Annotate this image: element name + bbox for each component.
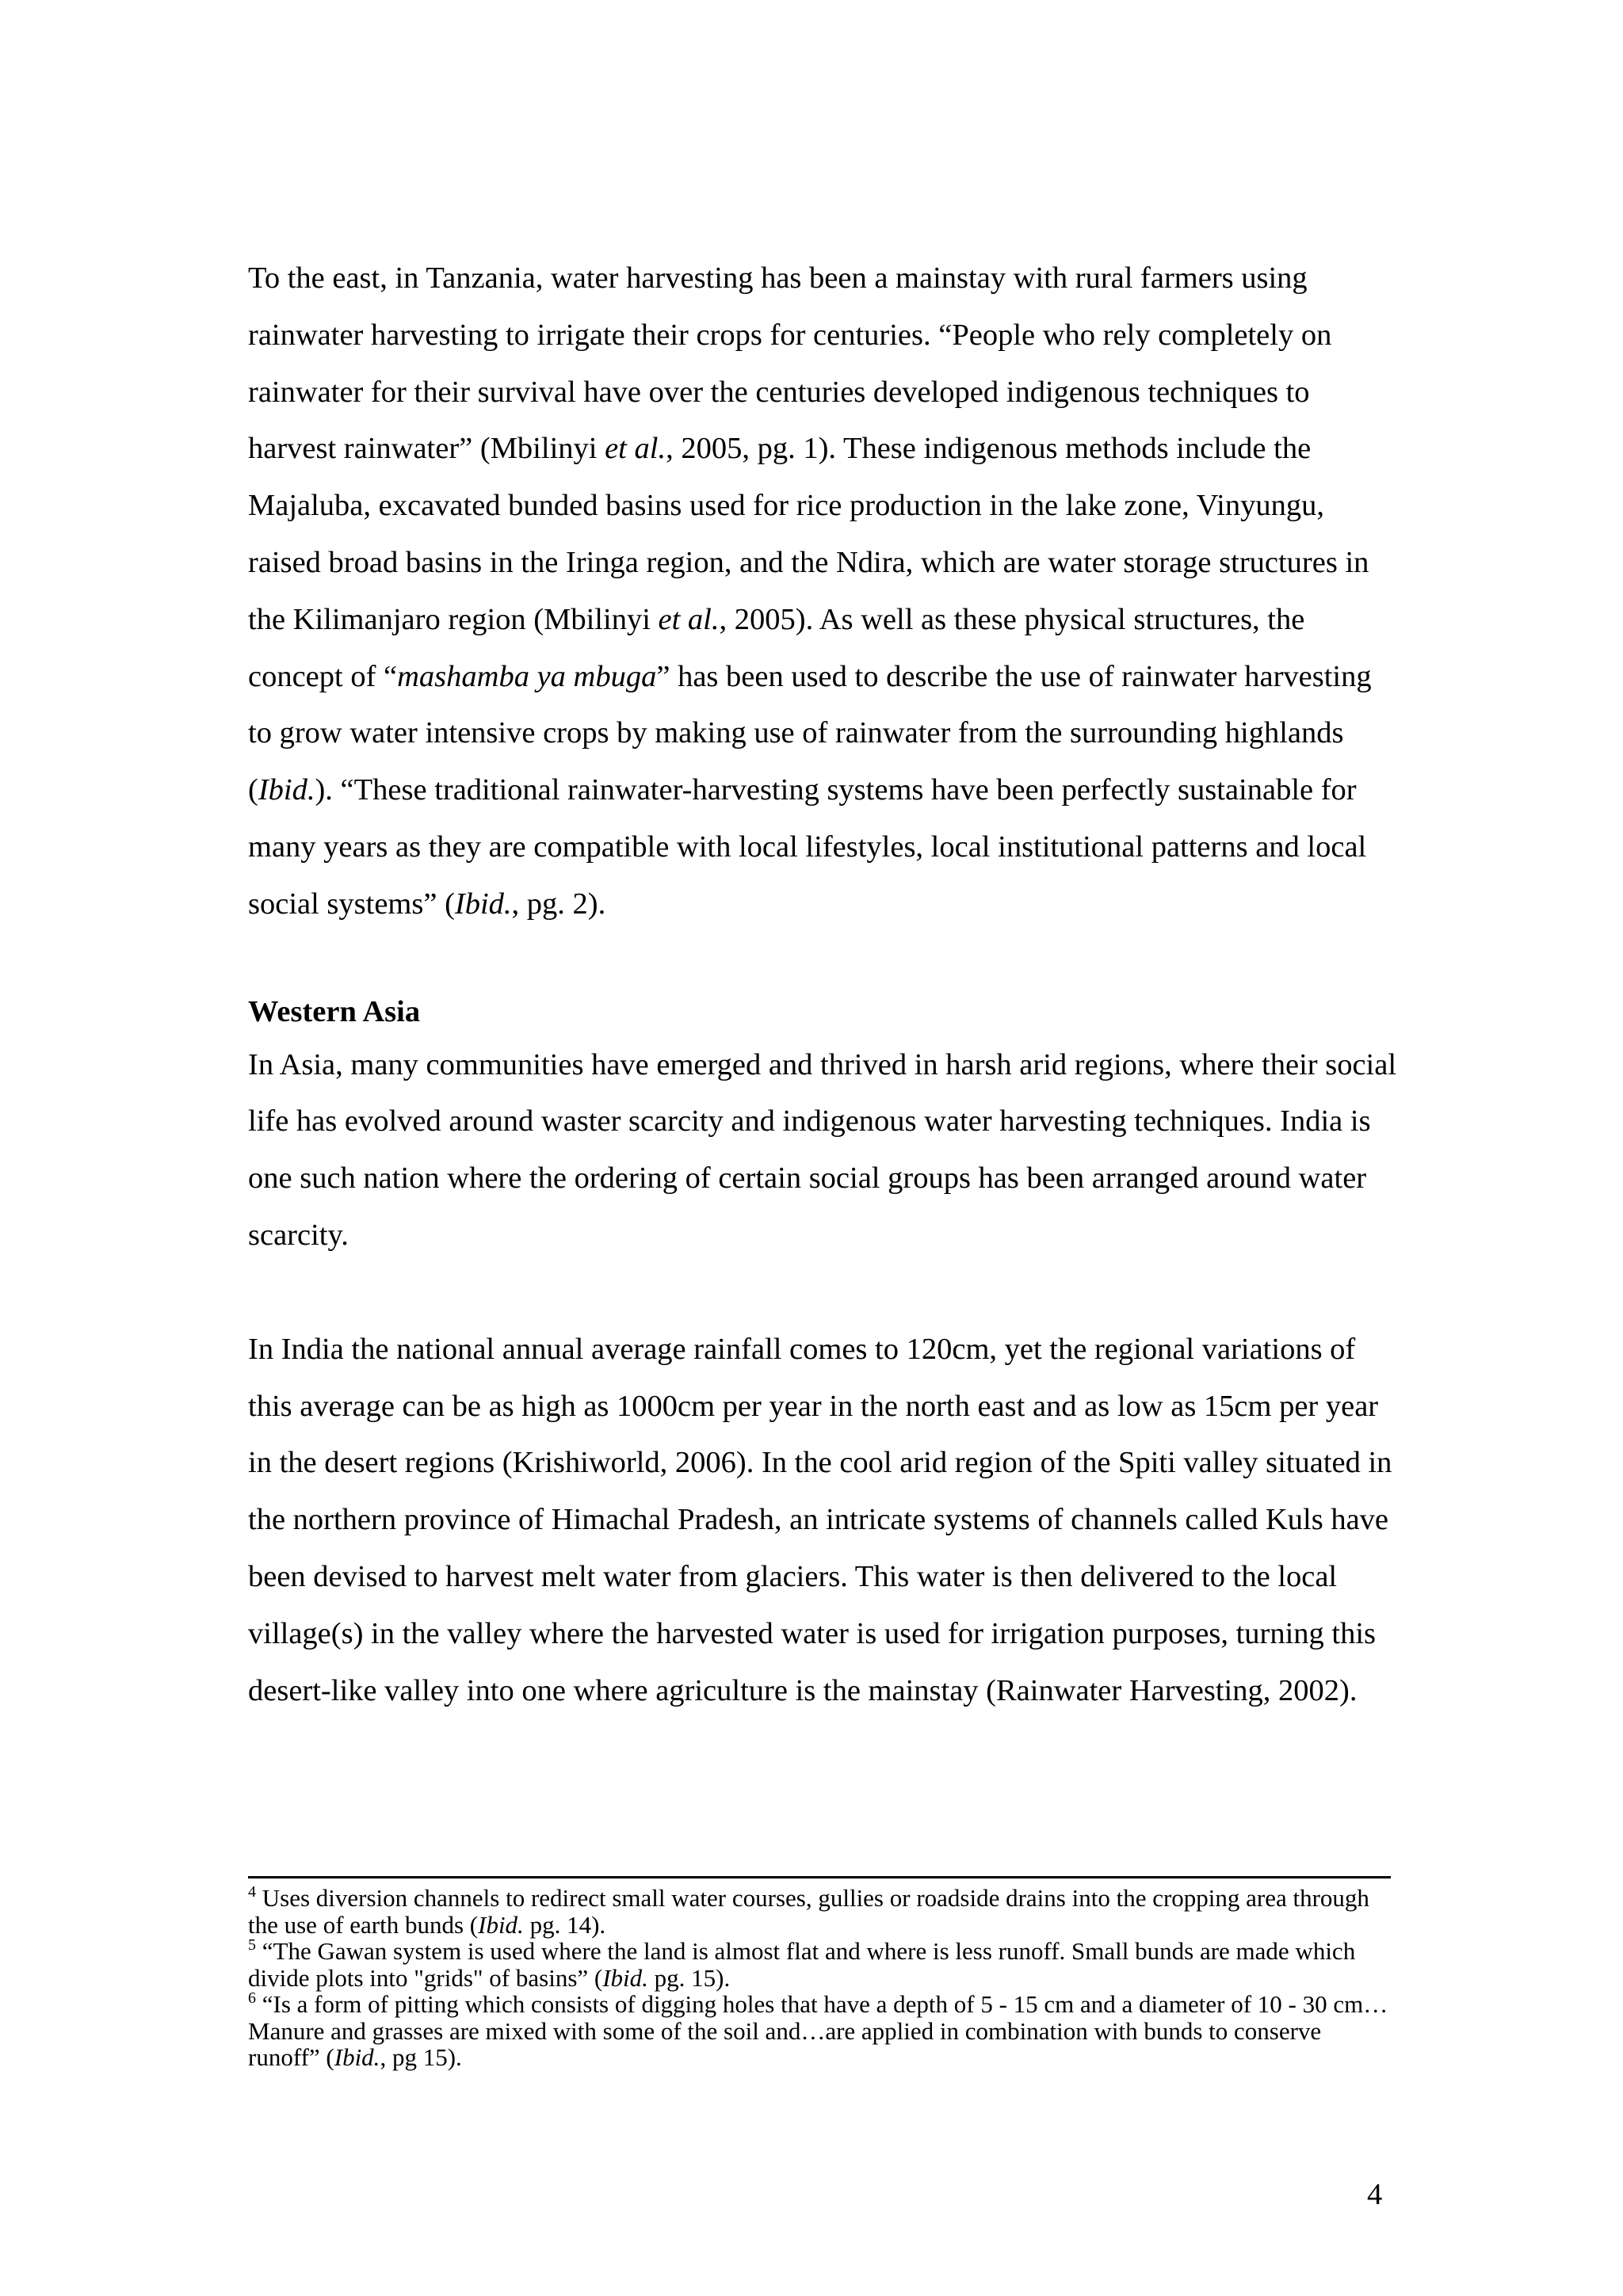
citation-italic: Ibid. — [258, 773, 315, 807]
paragraph-spacer — [248, 933, 1401, 990]
citation-italic: Ibid. — [334, 2043, 380, 2071]
footnote-text: pg. 14). — [523, 1910, 606, 1939]
footnotes — [248, 1885, 1397, 2071]
paragraph-text: , pg. 2). — [511, 887, 606, 921]
paragraph-text: To the east, in Tanzania, water harvesting has been a mainstay with rural farmers using rainwater harvesting to irrigate their crops for centuries. “People who rely completely on rainwater for their survival have over the centuries developed indigenous techniques to harvest rainwater” (Mbilinyi — [248, 261, 1332, 466]
footnote-text: Uses diversion channels to redirect small water courses, gullies or roadside drains into the cropping area through the use of earth bunds ( — [248, 1884, 1369, 1939]
page-number: 4 — [1367, 2178, 1383, 2211]
footnote-text: , pg 15). — [380, 2043, 462, 2071]
paragraph-tanzania — [248, 250, 1401, 933]
citation-italic: et al. — [605, 432, 666, 466]
citation-italic: Ibid. — [454, 887, 512, 921]
paragraph-asia: In Asia, many communities have emerged and thrived in harsh arid regions, where their social life has evolved around waster scarcity and indigenous water harvesting techniques. India is one such nation where the ordering of certain social groups has been arranged around water scarcity. — [248, 1047, 1397, 1252]
citation-italic: et al. — [658, 602, 720, 636]
footnote-text: “Is a form of pitting which consists of digging holes that have a depth of 5 - 15 cm and a diameter of 10 - 30 cm…Manure and grasses are mixed with some of the soil and…are applied in combination with bunds to conserve runoff” ( — [248, 1990, 1388, 2071]
footnote-4 — [248, 1885, 1397, 1938]
footnote-6 — [248, 1991, 1397, 2071]
citation-italic: Ibid. — [478, 1910, 524, 1939]
term-italic: mashamba ya mbuga — [397, 659, 657, 693]
paragraph-text: ” has been used to describe the use of rainwater harvesting to grow water intensive crops by making use of rainwater from the surrounding highlands ( — [248, 659, 1372, 807]
paragraph-text: , 2005). As well as these physical structures, the concept of “ — [248, 602, 1305, 693]
citation-italic: Ibid. — [602, 1963, 648, 1992]
footnote-number: 5 — [248, 1936, 256, 1954]
paragraph-text: ). “These traditional rainwater-harvesting systems have been perfectly sustainable for many years as they are compatible with local lifestyles, local institutional patterns and local social systems” ( — [248, 773, 1367, 921]
paragraph-india: In India the national annual average rainfall comes to 120cm, yet the regional variations of this average can be as high as 1000cm per year in the north east and as low as 15cm per year in the desert regions (Krishiworld, 2006). In the cool arid region of the Spiti valley situated in the northern province of Himachal Pradesh, an intricate systems of channels called Kuls have been devised to harvest melt water from glaciers. This water is then delivered to the local village(s) in the valley where the harvested water is used for irrigation purposes, turning this desert-like valley into one where agriculture is the mainstay (Rainwater Harvesting, 2002). — [248, 1332, 1392, 1707]
footnote-number: 4 — [248, 1883, 256, 1901]
paragraph-spacer — [248, 1264, 1401, 1322]
footnote-separator — [248, 1876, 1391, 1878]
paragraph-text: , 2005, pg. 1). These indigenous methods include the Majaluba, excavated bunded basins used for rice production in the lake zone, Vinyungu, raised broad basins in the Iringa region, and the Ndira, which are water storage structures in the Kilimanjaro region (Mbilinyi — [248, 432, 1369, 636]
footnote-number: 6 — [248, 1989, 256, 2007]
footnote-text: pg. 15). — [647, 1963, 731, 1992]
section-heading-western-asia: Western Asia — [248, 994, 421, 1028]
footnote-text: “The Gawan system is used where the land is almost flat and where is less runoff. Small bunds are made which divide plots into "grids" of basins” ( — [248, 1937, 1356, 1992]
footnote-5 — [248, 1938, 1397, 1991]
main-content — [248, 250, 1401, 1719]
